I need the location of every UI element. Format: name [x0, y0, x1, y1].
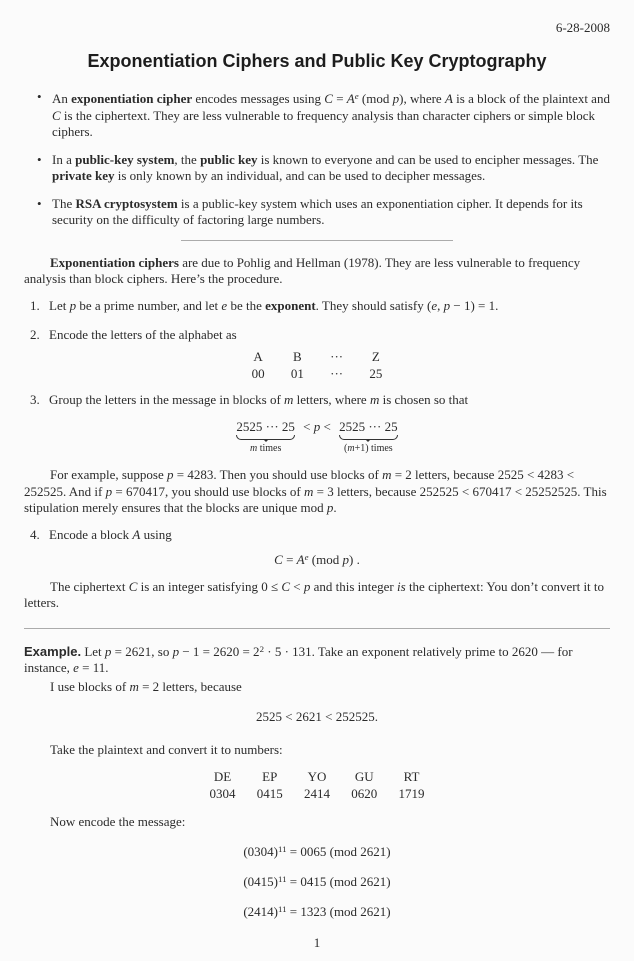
- alphabet-letter-cell: A: [253, 348, 263, 364]
- equation-line: $(0415)^{11} = 0415$ (mod 2621): [243, 873, 391, 889]
- section-divider-short: [181, 240, 453, 241]
- alphabet-encoding-table: [24, 348, 610, 382]
- ciphertext-paragraph: The ciphertext C is an integer satisfying 0 ≤ C < p and this integer is the ciphertext: You don’t convert it to letters.: [24, 578, 605, 611]
- underbrace-cusp-icon: [365, 439, 371, 445]
- underbrace-label-left: m times: [249, 443, 282, 455]
- alphabet-codes-row: [24, 365, 610, 382]
- intro-paragraph: Exponentiation ciphers are due to Pohlig and Hellman (1978). They are less vulnerable to frequency analysis than block ciphers. Here’s the procedure.: [24, 254, 581, 287]
- bullet-text: The RSA cryptosystem is a public-key system which uses an exponentiation cipher. It depends for its security on the difficulty of factoring large numbers.: [52, 195, 583, 228]
- block-size-example-paragraph: For example, suppose p = 4283. Then you should use blocks of m = 2 letters, because 2525 < 4283 < 252525. And if p = 670417, you should use blocks of m = 3 letters, because 252525 < 670417 < 25252525. This stipulation merely ensures that the blocks are unique mod p.: [24, 467, 607, 516]
- summary-bullet-list: [24, 89, 610, 229]
- procedure-step-3: [24, 392, 610, 409]
- plaintext-letters-row: [24, 768, 610, 785]
- step-text: Encode the letters of the alphabet as: [49, 327, 237, 343]
- plaintext-letter-cell: RT: [403, 769, 420, 785]
- section-divider-full: [24, 628, 610, 629]
- underbrace-icon: [339, 435, 398, 441]
- bullet-text: An exponentiation cipher encodes messages using $C = A^e$ (mod p), where A is a block of the plaintext and C is the ciphertext. They are less vulnerable to frequency analysis than character ciphers or simple block ciphers.: [52, 91, 610, 140]
- bullet-icon: •: [37, 151, 42, 167]
- example-inequality: 2525 < 2621 < 252525.: [256, 709, 378, 725]
- block-size-formula: [24, 418, 610, 455]
- step-text: Let p be a prime number, and let e be the exponent. They should satisfy (e, p − 1) = 1.: [49, 297, 499, 313]
- plaintext-letter-cell: GU: [354, 769, 374, 785]
- step-number: 2.: [30, 327, 40, 343]
- bullet-text: In a public-key system, the public key is known to everyone and can be used to encipher messages. The private key is only known by an individual, and can be used to decipher messages.: [52, 151, 599, 184]
- alphabet-ellipsis: ···: [330, 365, 344, 381]
- bullet-icon: •: [37, 195, 42, 211]
- bullet-item-exponentiation-cipher: [37, 88, 610, 141]
- alphabet-code-cell: 01: [290, 365, 304, 381]
- plaintext-table: [24, 768, 610, 802]
- procedure-step-4: [24, 527, 610, 544]
- equation-line: $(2414)^{11} = 1323$ (mod 2621): [243, 903, 391, 919]
- example-encode-line: Now encode the message:: [50, 814, 186, 830]
- step-number: 4.: [30, 526, 40, 542]
- bullet-icon: •: [37, 88, 42, 104]
- alphabet-letter-cell: B: [293, 348, 302, 364]
- example-blocks-line: I use blocks of m = 2 letters, because: [50, 678, 242, 694]
- page-number: 1: [313, 934, 321, 950]
- plaintext-number-cell: 2414: [304, 786, 330, 802]
- plaintext-number-cell: 0415: [256, 786, 283, 802]
- plaintext-letter-cell: EP: [262, 769, 278, 785]
- alphabet-letter-cell: Z: [371, 348, 380, 364]
- step-number: 3.: [30, 391, 40, 407]
- underbrace-group-right: [339, 418, 398, 455]
- bullet-item-public-key-system: [37, 151, 610, 185]
- plaintext-number-cell: 1719: [398, 786, 425, 802]
- plaintext-number-cell: 0304: [209, 786, 236, 802]
- step-text: Group the letters in the message in blocks of m letters, where m is chosen so that: [49, 391, 469, 407]
- document-title: Exponentiation Ciphers and Public Key Cryptography: [87, 50, 547, 71]
- document-date: 6-28-2008: [555, 20, 610, 35]
- step-text: Encode a block A using: [49, 526, 172, 542]
- plaintext-number-cell: 0620: [351, 786, 378, 802]
- underbrace-label-right: (m+1) times: [343, 443, 393, 455]
- bullet-item-rsa-cryptosystem: [37, 195, 610, 229]
- plaintext-letter-cell: YO: [307, 769, 327, 785]
- alphabet-code-cell: 00: [251, 365, 265, 381]
- encode-formula: $C = A^e$ (mod p) .: [274, 552, 360, 568]
- procedure-step-2: [24, 327, 610, 344]
- example-intro-paragraph: Example. Let p = 2621, so $p - 1 = 2620 = 2^2 \cdot 5 \cdot 131$. Take an exponent relatively prime to 2620 — for instance, e = 11.: [24, 643, 573, 676]
- example-plaintext-line: Take the plaintext and convert it to numbers:: [50, 741, 283, 757]
- underbrace-cusp-icon: [263, 439, 269, 445]
- alphabet-code-cell: 25: [369, 365, 383, 381]
- formula-right-value: 2525 ··· 25: [339, 419, 398, 435]
- underbrace-icon: [236, 435, 295, 441]
- procedure-step-1: [24, 298, 610, 315]
- plaintext-letter-cell: DE: [213, 769, 232, 785]
- underbrace-group-left: [236, 418, 295, 455]
- formula-left-value: 2525 ··· 25: [236, 419, 295, 435]
- formula-middle: < p <: [303, 419, 331, 435]
- alphabet-letters-row: [24, 348, 610, 365]
- encryption-equations: [24, 840, 610, 921]
- step-number: 1.: [30, 297, 40, 313]
- equation-line: $(0304)^{11} = 0065$ (mod 2621): [243, 843, 391, 859]
- plaintext-numbers-row: [24, 785, 610, 802]
- alphabet-ellipsis: ···: [330, 348, 344, 364]
